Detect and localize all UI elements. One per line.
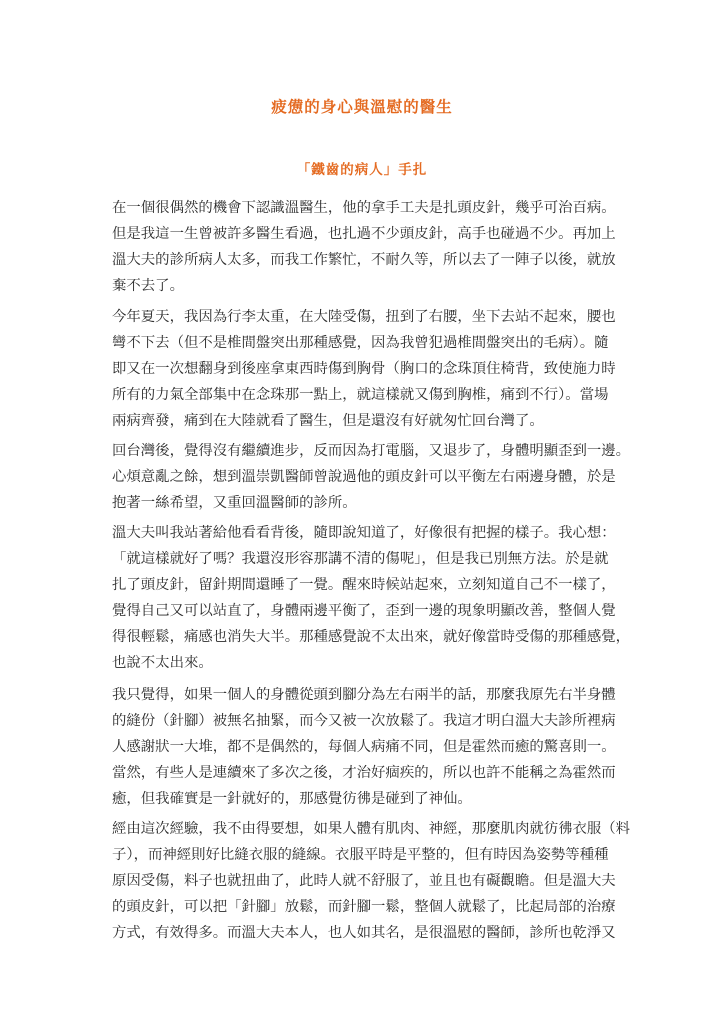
text-line: 的頭皮針，可以把「針腳」放鬆，而針腳一鬆，整個人就鬆了，比起局部的治療 — [112, 899, 616, 915]
paragraph-6 — [112, 816, 632, 946]
text-line: 也說不太出來。 — [112, 655, 213, 671]
text-line: 的縫份（針腳）被無名抽緊，而今又被一次放鬆了。我這才明白溫大夫診所裡病 — [112, 713, 616, 729]
text-line: 今年夏天，我因為行李太重，在大陸受傷，扭到了右腰，坐下去站不起來，腰也 — [112, 309, 616, 325]
text-line: 棄不去了。 — [112, 278, 184, 294]
paragraph-5 — [112, 682, 632, 812]
paragraph-3 — [112, 438, 632, 516]
text-line: 回台灣後，覺得沒有繼續進步，反而因為打電腦，又退步了，身體明顯歪到一邊。 — [112, 443, 631, 459]
document-subtitle: 「鐵齒的病人」手扎 — [296, 162, 428, 178]
document-title: 疲憊的身心與溫慰的醫生 — [271, 97, 453, 116]
text-line: 溫大夫的診所病人太多，而我工作繁忙，不耐久等，所以去了一陣子以後，就放 — [112, 252, 616, 268]
text-line: 得很輕鬆，痛感也消失大半。那種感覺說不太出來，就好像當時受傷的那種感覺， — [112, 629, 631, 645]
text-line: 在一個很偶然的機會下認識溫醫生，他的拿手工夫是扎頭皮針，幾乎可治百病。 — [112, 200, 616, 216]
text-line: 即又在一次想翻身到後座拿東西時傷到胸骨（胸口的念珠頂住椅背，致使施力時 — [112, 361, 616, 377]
text-line: 兩病齊發，痛到在大陸就看了醫生，但是還沒有好就匆忙回台灣了。 — [112, 413, 544, 429]
text-line: 彎不下去（但不是椎間盤突出那種感覺，因為我曾犯過椎間盤突出的毛病）。隨 — [112, 335, 609, 351]
text-line: 癒，但我確實是一針就好的，那感覺彷彿是碰到了神仙。 — [112, 791, 472, 807]
text-line: 當然，有些人是連續來了多次之後，才治好痼疾的，所以也許不能稱之為霍然而 — [112, 765, 616, 781]
text-line: 但是我這一生曾被許多醫生看過，也扎過不少頭皮針，高手也碰過不少。再加上 — [112, 226, 616, 242]
text-line: 「就這樣就好了嗎？我還沒形容那講不清的傷呢」，但是我已別無方法。於是就 — [112, 551, 609, 567]
paragraph-1 — [112, 195, 632, 299]
text-line: 溫大夫叫我站著給他看看背後，隨即說知道了，好像很有把握的樣子。我心想： — [112, 525, 616, 541]
text-line: 扎了頭皮針，留針期間還睡了一覺。醒來時候站起來，立刻知道自己不一樣了， — [112, 577, 616, 593]
text-line: 原因受傷，料子也就扭曲了，此時人就不舒服了，並且也有礙觀瞻。但是溫大夫 — [112, 873, 616, 889]
text-line: 人感謝狀一大堆，都不是偶然的，每個人病痛不同，但是霍然而癒的驚喜則一。 — [112, 739, 616, 755]
text-line: 子），而神經則好比縫衣服的縫線。衣服平時是平整的，但有時因為姿勢等種種 — [112, 847, 609, 863]
text-line: 覺得自己又可以站直了，身體兩邊平衡了，歪到一邊的現象明顯改善，整個人覺 — [112, 603, 616, 619]
text-line: 抱著一絲希望，又重回溫醫師的診所。 — [112, 495, 357, 511]
text-line: 心煩意亂之餘，想到溫崇凱醫師曾說過他的頭皮針可以平衡左右兩邊身體，於是 — [112, 469, 616, 485]
paragraph-2 — [112, 304, 632, 434]
text-line: 我只覺得，如果一個人的身體從頭到腳分為左右兩半的話，那麼我原先右半身體 — [112, 687, 616, 703]
text-line: 方式，有效得多。而溫大夫本人，也人如其名，是很溫慰的醫師，診所也乾淨又 — [112, 925, 616, 941]
text-line: 經由這次經驗，我不由得要想，如果人體有肌肉、神經，那麼肌肉就彷彿衣服（料 — [112, 821, 631, 837]
text-line: 所有的力氣全部集中在念珠那一點上，就這樣就又傷到胸椎，痛到不行）。當場 — [112, 387, 609, 403]
paragraph-4 — [112, 520, 632, 676]
